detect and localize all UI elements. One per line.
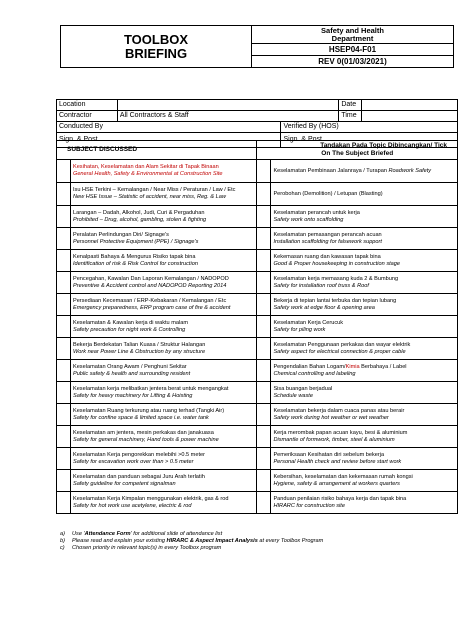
left-english-text: Public safety & health and surrounding resident bbox=[72, 370, 191, 377]
subject-right bbox=[271, 160, 458, 183]
right-english-text: Installation scaffolding for falsework support bbox=[273, 238, 382, 245]
table-row bbox=[57, 382, 458, 404]
tick-box-right[interactable] bbox=[257, 294, 271, 316]
tick-box-left[interactable] bbox=[57, 448, 71, 470]
tick-box-left[interactable] bbox=[57, 206, 71, 228]
subject-discussed-heading: SUBJECT DISCUSSED bbox=[57, 141, 257, 160]
subject-left bbox=[70, 426, 257, 448]
tick-box-left[interactable] bbox=[57, 272, 71, 294]
right-english-text: Safety work during hot weather or wet weather bbox=[273, 414, 389, 421]
right-malay-text: Sisa buangan berjadual bbox=[273, 385, 333, 392]
department: Safety and Health Department bbox=[252, 26, 454, 44]
right-malay-text: Keselamatan Kerja Cerucuk bbox=[273, 319, 344, 326]
subject-right bbox=[271, 382, 458, 404]
subjects-table bbox=[56, 140, 458, 514]
left-malay-text: Persediaan Kecemasan / ERP-Kebakaran / Kemalangan / Etc bbox=[72, 297, 227, 304]
sign-post-right[interactable]: Sign. & Post bbox=[281, 133, 458, 148]
left-english-text: New HSE Issue – Statistic of accident, near miss, Reg. & Law bbox=[72, 194, 226, 200]
tick-box-right[interactable] bbox=[257, 316, 271, 338]
subject-right bbox=[271, 228, 458, 250]
left-malay-text: Keselamatan Orang Awam / Penghuni Sekitar bbox=[72, 363, 187, 370]
subject-right bbox=[271, 316, 458, 338]
tick-heading: Tandakan Pada Topic Dibincangkan/ Tick On The Subject Briefed bbox=[257, 141, 458, 160]
subject-left bbox=[70, 250, 257, 272]
table-row bbox=[57, 160, 458, 183]
title-line1: TOOLBOX bbox=[123, 31, 189, 47]
table-row bbox=[57, 206, 458, 228]
date-label: Date bbox=[339, 100, 362, 111]
left-malay-text: Bekerja Berdekatan Talian Kuasa / Struktur Halangan bbox=[72, 341, 206, 348]
conducted-by-label: Conducted By bbox=[57, 122, 281, 133]
right-malay-text: Keselamatan perancah untuk kerja bbox=[273, 209, 360, 216]
left-malay-text: Keselamatan Kerja pengorekkan melebihi >0.5 meter bbox=[72, 451, 205, 458]
right-suffix-text: Berbahaya / Label bbox=[359, 363, 407, 370]
tick-box-right[interactable] bbox=[257, 426, 271, 448]
subject-left bbox=[70, 183, 257, 206]
left-english-text: General Health, Safety & Environmental at Construction Site bbox=[72, 171, 223, 177]
tick-box-left[interactable] bbox=[57, 160, 71, 183]
right-english-text: Dismantle of formwork, timber, steel & aluminium bbox=[273, 436, 395, 443]
tick-box-right[interactable] bbox=[257, 250, 271, 272]
left-english-text: Prohibited – Drug, alcohol, gambling, stolen & fighting bbox=[72, 216, 207, 223]
left-malay-text: Larangan – Dadah, Alkohol, Judi, Curi & Pergaduhan bbox=[72, 209, 205, 216]
tick-box-left[interactable] bbox=[57, 183, 71, 206]
right-malay-text: Keselamatan pemasangan perancah acuan bbox=[273, 231, 382, 238]
right-malay-text: Keselamatan Penggunaan perkakas dan wayar elektrik bbox=[273, 341, 411, 348]
right-malay-text: Panduan penilaian risiko bahaya kerja dan tapak bina bbox=[273, 495, 407, 502]
sign-post-left[interactable]: Sign. & Post bbox=[57, 133, 281, 148]
left-malay-text: Peralatan Perlindungan Diri/ Signage's bbox=[72, 231, 169, 238]
right-red-text: Kimia bbox=[345, 363, 360, 370]
left-malay-text: Keselamatan Kerja Kimpalan menggunakan elektrik, gas & rod bbox=[72, 495, 229, 502]
tick-box-right[interactable] bbox=[257, 448, 271, 470]
table-row bbox=[57, 294, 458, 316]
subject-right bbox=[271, 404, 458, 426]
tick-box-left[interactable] bbox=[57, 404, 71, 426]
right-english-text: Safety aspect for electrical connection & proper cable bbox=[273, 348, 406, 355]
subject-right bbox=[271, 426, 458, 448]
tick-box-left[interactable] bbox=[57, 228, 71, 250]
table-row bbox=[57, 272, 458, 294]
subject-right bbox=[271, 448, 458, 470]
right-english-text: Good & Proper housekeeping in construction stage bbox=[273, 260, 400, 267]
verified-by-label: Verified By (HOS) bbox=[281, 122, 458, 133]
subject-left bbox=[70, 470, 257, 492]
tick-box-left[interactable] bbox=[57, 294, 71, 316]
subject-left bbox=[70, 360, 257, 382]
header-table bbox=[60, 25, 454, 68]
right-malay-text: Pemeriksaan Kesihatan diri sebelum bekerja bbox=[273, 451, 385, 458]
subject-left bbox=[70, 338, 257, 360]
tick-box-left[interactable] bbox=[57, 382, 71, 404]
right-malay-text: Kerja merombak papan acuan kayu, besi & aluminium bbox=[273, 429, 408, 436]
subject-right bbox=[271, 294, 458, 316]
right-malay-text: Bekerja di tepian lantai terbuka dan tepian lubang bbox=[273, 297, 397, 304]
table-row bbox=[57, 404, 458, 426]
tick-box-left[interactable] bbox=[57, 338, 71, 360]
left-malay-text: Isu HSE Terkini – Kemalangan / Near Miss / Peraturan / Law / Etc bbox=[72, 187, 236, 194]
left-english-text: Work near Power Line & Obstruction by any structure bbox=[72, 348, 206, 355]
tick-box-left[interactable] bbox=[57, 492, 71, 514]
tick-box-right[interactable] bbox=[257, 206, 271, 228]
subject-left bbox=[70, 382, 257, 404]
left-malay-text: Keselamatan dan panduan sebagai Juru Arah terlatih bbox=[72, 473, 205, 480]
subject-left bbox=[70, 206, 257, 228]
table-row bbox=[57, 338, 458, 360]
left-english-text: Safety for confine space & limited space i.e. water tank bbox=[72, 414, 209, 421]
subject-right bbox=[271, 360, 458, 382]
left-english-text: Safety precaution for night work & Controlling bbox=[72, 326, 186, 333]
right-malay-text: Kekemasan ruang dan kawasan tapak bina bbox=[273, 253, 381, 260]
left-english-text: Identification of risk & Risk Control for construction bbox=[72, 260, 198, 267]
time-label: Time bbox=[339, 111, 362, 122]
right-english-text: Safety work onto scaffolding bbox=[273, 216, 344, 223]
subject-left bbox=[70, 228, 257, 250]
right-english-text: Chemical controlling and labeling bbox=[273, 370, 356, 377]
left-malay-text: Keselamatan kerja melibatkan jentera berat untuk mengangkat bbox=[72, 385, 229, 392]
notes bbox=[60, 531, 323, 551]
tick-box-left[interactable] bbox=[57, 250, 71, 272]
subject-left bbox=[70, 448, 257, 470]
left-english-text: Emergency preparedness, ERP program case of fire & accident bbox=[72, 304, 231, 311]
right-english-text: HIRARC for construction site bbox=[273, 502, 345, 509]
subject-left bbox=[70, 492, 257, 514]
left-english-text: Safety for general machinery, Hand tools & power machine bbox=[72, 436, 219, 443]
tick-box-right[interactable] bbox=[257, 183, 271, 206]
left-english-text: Personnel Protective Equipment (PPE) / Signage's bbox=[72, 238, 199, 245]
right-english-text: Safety work at edge floor & opening area bbox=[273, 304, 375, 311]
right-english-text: Safety for piling work bbox=[273, 326, 326, 333]
right-english-text: Safety for installation roof truss & Roof bbox=[273, 282, 369, 289]
tick-box-right[interactable] bbox=[257, 470, 271, 492]
title-line2: BRIEFING bbox=[124, 45, 188, 61]
note-line: a) Use 'Attendance Form' for additional slide of attendance list bbox=[60, 531, 223, 537]
subject-left bbox=[70, 404, 257, 426]
left-english-text: Safety for excavation work over than > 0.5 meter bbox=[72, 458, 194, 465]
subject-right bbox=[271, 338, 458, 360]
left-malay-text: Kenalpasti Bahaya & Mengurus Risiko tapak bina bbox=[72, 253, 196, 260]
table-row bbox=[57, 448, 458, 470]
table-row bbox=[57, 316, 458, 338]
left-malay-text: Kesihatan, Keselamatan dan Alam Sekitar di Tapak Binaan bbox=[72, 164, 219, 171]
tick-box-right[interactable] bbox=[257, 160, 271, 183]
tick-box-right[interactable] bbox=[257, 404, 271, 426]
time-field[interactable] bbox=[362, 111, 458, 122]
subject-right bbox=[271, 183, 458, 206]
date-field[interactable] bbox=[362, 100, 458, 111]
tick-box-left[interactable] bbox=[57, 316, 71, 338]
right-malay-text: Kebersihan, keselamatan dan kekemasan rumah kongsi bbox=[273, 473, 413, 480]
right-malay-text: Keselamatan Pembinaan Jalanraya / Turapan bbox=[273, 167, 387, 174]
left-malay-text: Pencegahan, Kawalan Dan Laporan Kemalangan / NADOPOD bbox=[72, 275, 229, 282]
left-english-text: Safety for heavy machinery for Lifting & Hoisting bbox=[72, 392, 193, 399]
location-field[interactable] bbox=[117, 100, 338, 111]
table-row bbox=[57, 360, 458, 382]
table-row bbox=[57, 426, 458, 448]
subject-right bbox=[271, 492, 458, 514]
left-english-text: Preventive & Accident control and NADOPOD Reporting 2014 bbox=[72, 282, 227, 289]
tick-box-right[interactable] bbox=[257, 382, 271, 404]
table-row bbox=[57, 250, 458, 272]
right-english-text: Hygiene, safety & arrangement at workers quarters bbox=[273, 480, 400, 487]
right-english-text: Schedule waste bbox=[273, 392, 313, 399]
tick-box-right[interactable] bbox=[257, 360, 271, 382]
form-title bbox=[61, 26, 252, 68]
left-english-text: Safety guideline for competent signalman bbox=[72, 480, 176, 487]
subject-right bbox=[271, 470, 458, 492]
subject-right bbox=[271, 272, 458, 294]
left-english-text: Safety for hot work use acetylene, electric & rod bbox=[72, 502, 192, 509]
right-english-inline: Roadwork Safety bbox=[388, 167, 432, 174]
left-malay-text: Keselamatan Ruang terkurung atau ruang terhad (Tangki Air) bbox=[72, 407, 225, 414]
subject-right bbox=[271, 250, 458, 272]
tick-box-right[interactable] bbox=[257, 228, 271, 250]
right-english-text: Personal Health check and review before start work bbox=[273, 458, 402, 465]
tick-box-left[interactable] bbox=[57, 426, 71, 448]
right-malay-text: Perobohan (Demolition) / Letupan (Blasting) bbox=[273, 190, 383, 197]
tick-box-left[interactable] bbox=[57, 470, 71, 492]
table-row bbox=[57, 228, 458, 250]
contractor-field[interactable]: All Contractors & Staff bbox=[117, 111, 338, 122]
table-row bbox=[57, 183, 458, 206]
right-malay-text: Keselamatan kerja memasang kuda 2 & Bumbung bbox=[273, 275, 399, 282]
right-malay-text: Keselamatan bekerja dalam cuaca panas atau berair bbox=[273, 407, 405, 414]
contractor-label: Contractor bbox=[57, 111, 118, 122]
note-line: c) Chosen priority in relevant topic(s) in every Toolbox program bbox=[60, 544, 222, 551]
tick-box-right[interactable] bbox=[257, 272, 271, 294]
subject-left bbox=[70, 272, 257, 294]
subject-right bbox=[271, 206, 458, 228]
tick-box-right[interactable] bbox=[257, 492, 271, 514]
doc-number: HSEP04-F01 bbox=[252, 44, 454, 56]
revision: REV 0(01/03/2021) bbox=[252, 56, 454, 68]
table-row bbox=[57, 470, 458, 492]
location-label: Location bbox=[57, 100, 118, 111]
left-malay-text: Keselamatan & Kawalan kerja di waktu malam bbox=[72, 319, 189, 326]
note-line: b) Please read and explain your existing HIRARC & Aspect Impact Analysis at every Toolbox Program bbox=[60, 537, 324, 544]
right-malay-text: Pengendalian Bahan Logam/ bbox=[273, 363, 346, 370]
tick-box-right[interactable] bbox=[257, 338, 271, 360]
subject-left bbox=[70, 294, 257, 316]
table-row bbox=[57, 492, 458, 514]
left-malay-text: Keselamatan am jentera, mesin perkakas dan janakuasa bbox=[72, 429, 214, 436]
subject-left bbox=[70, 160, 257, 183]
tick-box-left[interactable] bbox=[57, 360, 71, 382]
subject-left bbox=[70, 316, 257, 338]
